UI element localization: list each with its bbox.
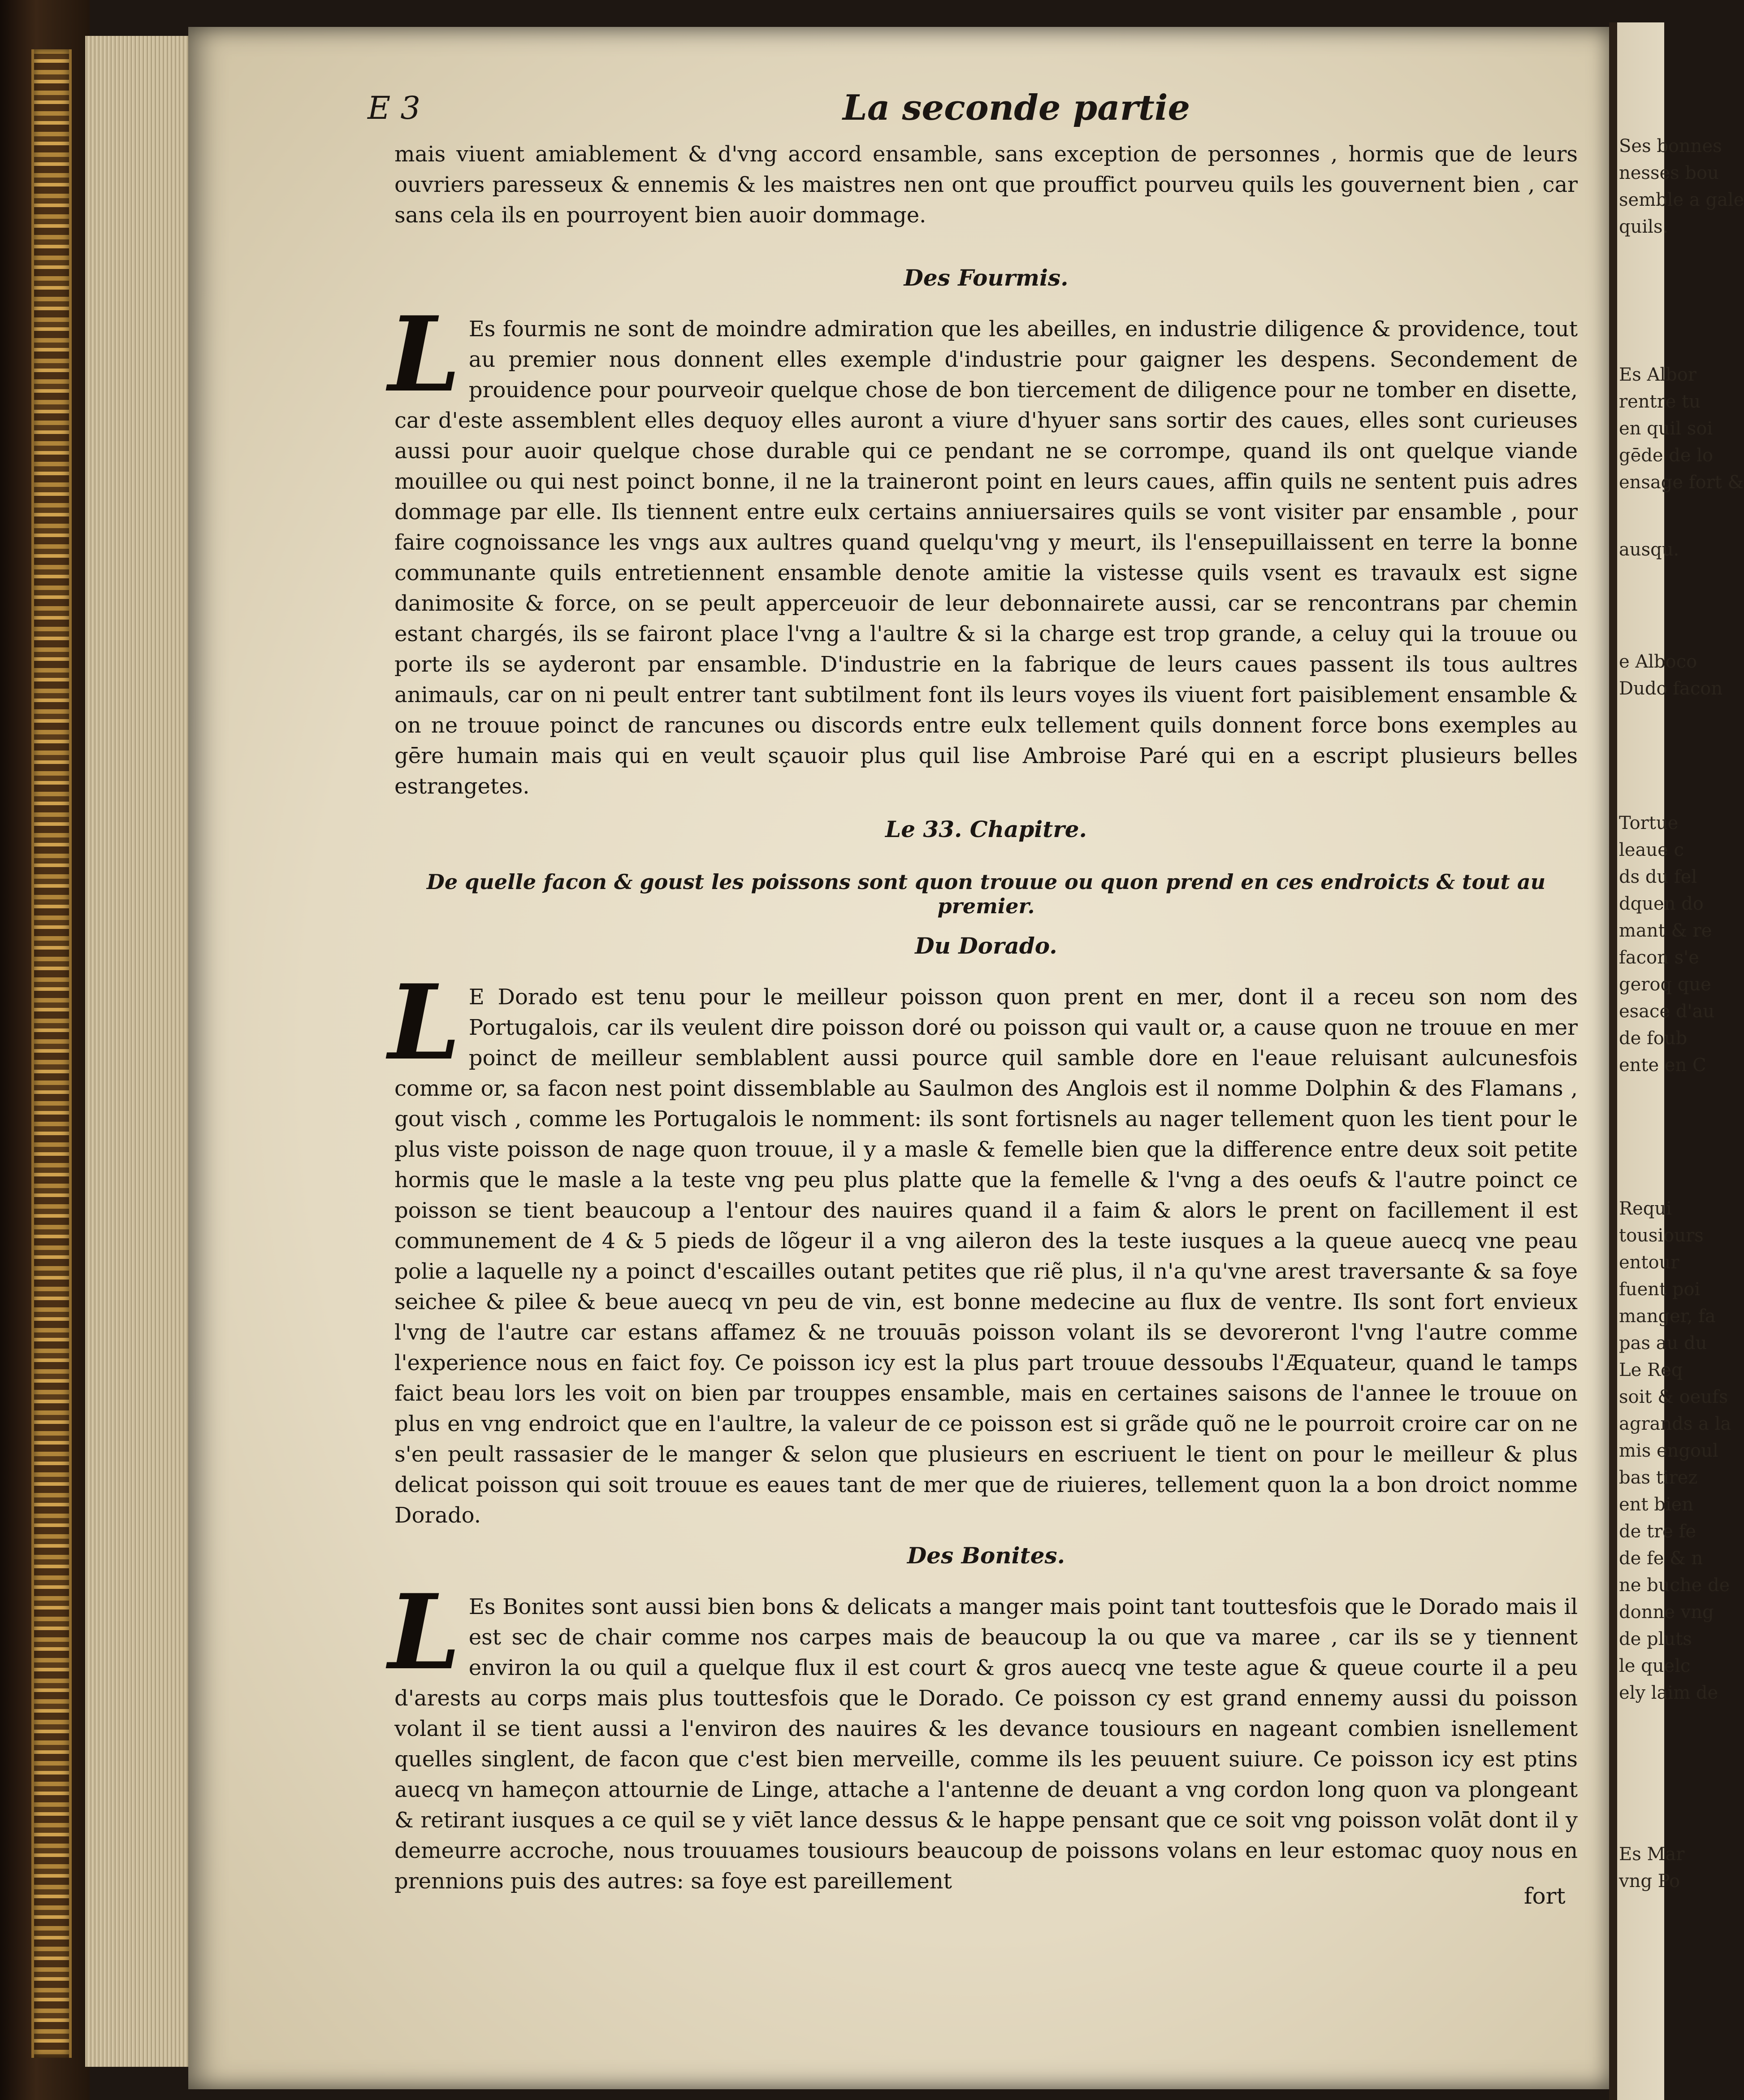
margin-fragment: ely laim de [1619, 1683, 1718, 1703]
margin-fragment: facon s'e [1619, 947, 1699, 968]
signature-mark: E 3 [368, 90, 420, 126]
paragraph-text: Es Bonites sont aussi bien bons & delicats a manger mais point tant touttesfois que le Dorado mais il est sec de chair comme nos carpes mais de beaucoup la ou que va maree , car ils se y tiennent environ la ou quil a quelque flux il est court & gros auecq vne teste ague & queue courte il a peu d'arests au corps mais plus touttesfois que le Dorado. Ce poisson cy est grand ennemy aussi du poisson volant il se tient aussi a l'environ des nauires & les devance tousiours en nageant combien isnellement quelles singlent, de facon que c'est bien merveille, comme ils les peuuent suiure. Ce poisson icy est ptins auecq vn hameçon attournie de Linge, attache a l'antenne de deuant a vng cordon long quon va plongeant & retirant iusques a ce quil se y viēt lance dessus & le happe pensant que ce soit vng poisson volāt dont il y demeurre accroche, nous trouuames tousiours beaucoup de poissons volans en leur estomac quoy nous en prennions puis des autres: sa foye est pareillement [394, 1594, 1578, 1894]
dropcap-initial: L [388, 962, 461, 1083]
margin-fragment: gēde de lo [1619, 445, 1714, 466]
margin-fragment: mis engoul [1619, 1440, 1718, 1461]
margin-fragment: Es Mar [1619, 1844, 1685, 1865]
margin-fragment: en quil soi [1619, 418, 1713, 439]
gilt-border-ornament [31, 49, 72, 2058]
margin-fragment: tousiours [1619, 1225, 1704, 1246]
margin-fragment: soit & oeufs [1619, 1387, 1728, 1407]
margin-fragment: pas au du [1619, 1333, 1707, 1354]
dropcap-initial: L [388, 1572, 461, 1693]
margin-fragment: ausqu. [1619, 539, 1679, 560]
paragraph-text: Es fourmis ne sont de moindre admiration que les abeilles, en industrie diligence & providence, tout au premier nous donnent elles exemple d'industrie pour gaigner les despens. Secondement de prouidence pour pourveoir quelque chose de bon tiercement de diligence pour ne tomber en disette, car d'este assemblent elles dequoy elles auront a viure d'hyuer sans sortir des caues, elles sont curieuses aussi pour auoir quelque chose durable qui ce pendant ne se corrompe, quand ils ont quelque viande mouillee ou qui nest poinct bonne, il ne la traineront point en leurs caues, affin quils ne sentent puis adres dommage par elle. Ils tiennent entre eulx certains anniuersaires quils se vont visiter par ensamble , pour faire cognoissance les vngs aux aultres quand quelqu'vng y meurt, ils l'ensepuillaissent en terre la bonne communante quils entretiennent ensamble denote amitie la vistesse quils vsent es travaulx est signe danimosite & force, on se peult apperceuoir de leur debonnairete aussi, car se rencontrans par chemin estant chargés, ils se fairont place l'vng a l'aultre & si la charge est trop grande, a celuy qui la trouue ou porte ils se ayderont par ensamble. D'industrie en la fabrique de leurs caues passent ils tous aultres animauls, car on ni peult entrer tant subtilment font ils leurs voyes ils viuent fort paisiblement ensamble & on ne trouue poinct de rancunes ou discords entre eulx tellement quils donnent force bons exemples au gēre humain mais qui en veult sçauoir plus quil lise Ambroise Paré qui en a escript plusieurs belles estrangetes. [394, 317, 1578, 799]
margin-fragment: le quelc [1619, 1656, 1691, 1676]
chapter-heading: Le 33. Chapitre. [885, 816, 1087, 842]
chapter-subheading: De quelle facon & goust les poissons sont quon trouue ou quon prend en ces endroicts & tout au premier. [426, 870, 1546, 918]
margin-fragment: agrands a la [1619, 1414, 1731, 1434]
section-heading-dorado: Du Dorado. [915, 933, 1057, 959]
margin-fragment: entour [1619, 1252, 1679, 1273]
margin-fragment: Ses bonnes [1619, 136, 1722, 156]
margin-fragment: manger, fa [1619, 1306, 1716, 1327]
margin-fragment: fuent poi [1619, 1279, 1701, 1300]
margin-fragment: nesses bou [1619, 163, 1719, 183]
margin-fragment: Es Albor [1619, 364, 1696, 385]
margin-fragment: quils. [1619, 217, 1669, 237]
catchword: fort [1524, 1883, 1566, 1909]
facing-page-edge [1609, 22, 1744, 2100]
margin-fragment: ensage fort & [1619, 472, 1744, 493]
margin-fragment: dquen do [1619, 894, 1704, 914]
margin-fragment: de fe & n [1619, 1548, 1703, 1569]
margin-fragment: ne buche de [1619, 1575, 1730, 1596]
margin-fragment: bas tirez [1619, 1467, 1698, 1488]
margin-fragment: Dudo facon [1619, 678, 1723, 699]
paragraph-dorado [388, 962, 1578, 1531]
paragraph-text: E Dorado est tenu pour le meilleur poisson quon prent en mer, dont il a receu son nom des Portugalois, car ils veulent dire poisson doré ou poisson qui vault or, a cause quon ne trouue en mer poinct de meilleur semblablent aussi pource quil samble dore en l'eaue reluisant aulcunesfois comme or, sa facon nest point dissemblable au Saulmon des Anglois est il nomme Dolphin & des Flamans , gout visch , comme les Portugalois le nomment: ils sont fortisnels au nager tellement quon les tient pour le plus viste poisson de nage quon trouue, il y a masle & femelle bien que la difference entre deux soit petite hormis que le masle a la teste vng peu plus platte que la femelle & l'vng a des oeufs & l'autre poinct ce poisson se tient beaucoup a l'entour des nauires quand il a faim & alors le prent on facillement il est communement de 4 & 5 pieds de lõgeur il a vng aileron des la teste iusques a la queue auecq vne peau polie a laquelle ny a poinct d'escailles outant petites que riẽ plus, il n'a qu'vne arest traversante & sa foye seichee & pilee & beue auecq vn peu de vin, est bonne medecine au flux de ventre. Ils sont fort envieux l'vng de l'autre car estans affamez & ne trouuās poisson volant ils se devoreront l'vng l'autre comme l'experience nous en faict foy. Ce poisson icy est la plus part trouue dessoubs l'Æquateur, quand le tamps faict beau lors les voit on bien par trouppes ensamble, mais en certaines saisons de l'annee le trouue on plus en vng endroict que en l'aultre, la valeur de ce poisson est si grãde quõ ne le pourroit croire car on ne s'en peult rassasier de le manger & selon que plusieurs en escriuent le tient on pour le meilleur & plus delicat poisson qui soit trouue es eaues tant de mer que de riuieres, tellement quon la a bon droict nomme Dorado. [394, 985, 1578, 1528]
margin-fragment: vng Po [1619, 1871, 1680, 1892]
margin-fragment: Requi [1619, 1198, 1672, 1219]
paragraph-bonites [388, 1572, 1578, 1896]
margin-fragment: de foub [1619, 1028, 1688, 1049]
margin-fragment: de pluts [1619, 1629, 1692, 1649]
margin-fragment: e Alboco [1619, 651, 1697, 672]
page-edges [85, 36, 197, 2067]
margin-fragment: Tortue [1619, 813, 1679, 833]
section-heading-fourmis: Des Fourmis. [904, 265, 1069, 291]
margin-fragment: esace d'au [1619, 1001, 1715, 1022]
dropcap-initial: L [388, 294, 461, 415]
margin-fragment: de tre fe [1619, 1521, 1696, 1542]
section-heading-bonites: Des Bonites. [907, 1542, 1065, 1569]
margin-fragment: Le Req [1619, 1360, 1683, 1380]
margin-fragment: semble a gale [1619, 190, 1744, 210]
continuation-paragraph: mais viuent amiablement & d'vng accord ensamble, sans exception de personnes , hormis que de leurs ouvriers paresseux & ennemis & les maistres nen ont que prouffict pourveu quils les gouvernent bien , car sans cela ils en pourroyent bien auoir dommage. [394, 142, 1578, 228]
margin-fragment: ente en C [1619, 1055, 1706, 1076]
margin-fragment: donne vng [1619, 1602, 1714, 1623]
margin-fragment: ent bien [1619, 1494, 1694, 1515]
margin-fragment: ds du fel [1619, 867, 1697, 887]
paragraph-fourmis [388, 294, 1578, 802]
margin-fragment: leaue c [1619, 840, 1684, 860]
margin-fragment: mant & re [1619, 920, 1712, 941]
margin-fragment: geroq que [1619, 974, 1711, 995]
margin-fragment: rentre tu [1619, 391, 1701, 412]
running-title: La seconde partie [843, 87, 1190, 128]
